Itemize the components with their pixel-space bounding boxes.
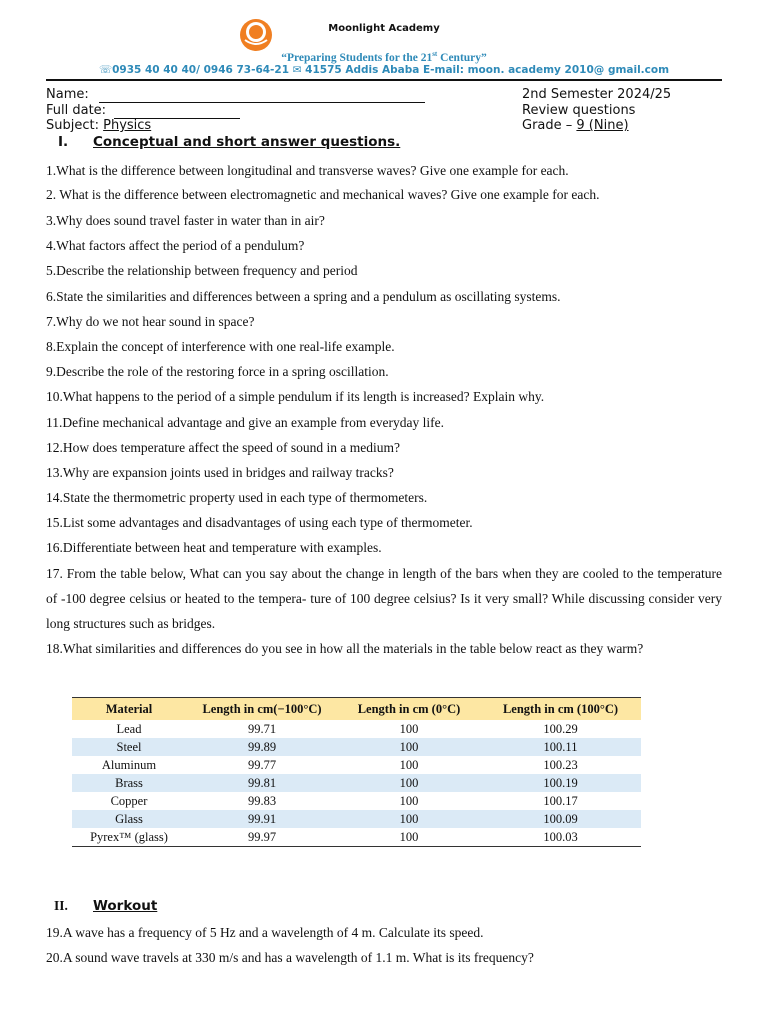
table-cell: Lead <box>116 721 142 736</box>
contact-line: ☏0935 40 40 40/ 0946 73-64-21 ✉ 41575 Addis Ababa E-mail: moon. academy 2010@ gmail.com <box>98 64 670 76</box>
table-cell: 100 <box>338 738 480 756</box>
fulldate-label: Full date: <box>46 103 107 118</box>
table-cell: 99.91 <box>186 810 338 828</box>
phone-icon: ☏ <box>98 64 113 76</box>
table-cell: 100.17 <box>543 793 578 808</box>
question-item: 5.Describe the relationship between frequency and period <box>46 263 358 278</box>
table-cell: 100.09 <box>480 810 641 828</box>
table-row <box>72 828 641 847</box>
workout-item: 20.A sound wave travels at 330 m/s and has a wavelength of 1.1 m. What is its frequency? <box>46 950 534 965</box>
table-header: Material <box>72 698 186 721</box>
name-blank[interactable] <box>99 89 425 103</box>
fulldate-blank[interactable] <box>114 105 240 119</box>
table-cell: 99.83 <box>247 793 277 808</box>
question-item: 6.State the similarities and differences between a spring and a pendulum as oscillating systems. <box>46 289 561 304</box>
table-header: Length in cm (100°C) <box>480 698 641 721</box>
semester-text: 2nd Semester 2024/25 <box>522 87 672 102</box>
subject-value: Physics <box>103 118 152 133</box>
table-cell: Glass <box>72 810 186 828</box>
grade-value: 9 (Nine) <box>576 118 629 133</box>
fulldate-field <box>46 103 240 119</box>
section1-title: Conceptual and short answer questions. <box>93 134 401 150</box>
name-label: Name: <box>46 87 89 102</box>
question-item: 12.How does temperature affect the speed of sound in a medium? <box>46 440 401 455</box>
question-item: 10.What happens to the period of a simple pendulum if its length is increased? Explain why. <box>46 389 545 404</box>
table-cell: Aluminum <box>101 757 157 772</box>
question-item: 18.What similarities and differences do you see in how all the materials in the table below react as they warm? <box>46 641 644 656</box>
question-item: 15.List some advantages and disadvantages of using each type of thermometer. <box>46 515 473 530</box>
question-item: 14.State the thermometric property used in each type of thermometers. <box>46 490 428 505</box>
header-divider <box>46 79 722 81</box>
question-item: 2. What is the difference between electromagnetic and mechanical waves? Give one example for each. <box>46 187 600 202</box>
table-cell: Pyrex™ (glass) <box>72 828 186 847</box>
table-row <box>72 756 641 774</box>
table-row <box>72 738 641 756</box>
grade-label: Grade – <box>522 118 577 133</box>
section2-number: II. <box>54 898 68 913</box>
question-item: 9.Describe the role of the restoring force in a spring oscillation. <box>46 364 389 379</box>
table-cell: 100 <box>399 721 419 736</box>
question-item: 4.What factors affect the period of a pendulum? <box>46 238 305 253</box>
table-cell: 100 <box>399 757 419 772</box>
table-cell: 100 <box>338 828 480 847</box>
table-cell: 99.89 <box>186 738 338 756</box>
table-cell: Steel <box>72 738 186 756</box>
table-cell: 99.81 <box>186 774 338 792</box>
question-item: 13.Why are expansion joints used in bridges and railway tracks? <box>46 465 394 480</box>
question-item: 7.Why do we not hear sound in space? <box>46 314 255 329</box>
question-item: 16.Differentiate between heat and temperature with examples. <box>46 540 382 555</box>
table-cell: 100.29 <box>543 721 578 736</box>
grade-field <box>522 118 629 134</box>
workout-item: 19.A wave has a frequency of 5 Hz and a wavelength of 4 m. Calculate its speed. <box>46 925 484 940</box>
table-cell: 100 <box>399 793 419 808</box>
table-row <box>72 810 641 828</box>
table-cell: Copper <box>110 793 148 808</box>
question-item: 8.Explain the concept of interference with one real-life example. <box>46 339 395 354</box>
table-cell: 100 <box>338 774 480 792</box>
section2-title: Workout <box>93 898 158 914</box>
table-cell: 99.97 <box>186 828 338 847</box>
table-cell: 100 <box>338 810 480 828</box>
school-motto: “Preparing Students for the 21st Century” <box>281 50 487 64</box>
table-cell: 100.19 <box>480 774 641 792</box>
table-header: Length in cm(−100°C) <box>186 698 338 721</box>
subject-field <box>46 118 151 134</box>
review-text: Review questions <box>522 103 636 118</box>
question-item: 11.Define mechanical advantage and give an example from everyday life. <box>46 415 444 430</box>
question-item: 17. From the table below, What can you say about the change in length of the bars when they are cooled to the temperature of -100 degree celsius or heated to the tempera- ture of 100 degree celsius? Is it very small? While discussing consider very long structures such as bridges. <box>46 566 722 631</box>
subject-label: Subject: <box>46 118 99 133</box>
mail-icon: ✉ <box>292 64 302 76</box>
question-item: 1.What is the difference between longitudinal and transverse waves? Give one example for each. <box>46 163 569 178</box>
question-item: 3.Why does sound travel faster in water than in air? <box>46 213 325 228</box>
table-cell: Brass <box>72 774 186 792</box>
table-cell: 100.03 <box>480 828 641 847</box>
table-cell: 100.11 <box>480 738 641 756</box>
section2-heading <box>54 898 157 914</box>
table-header: Length in cm (0°C) <box>338 698 480 721</box>
table-cell: 99.77 <box>247 757 277 772</box>
thermal-expansion-table <box>72 697 641 847</box>
academy-logo <box>238 16 274 52</box>
section1-heading <box>58 134 400 150</box>
table-row <box>72 720 641 738</box>
school-name: Moonlight Academy <box>328 23 440 34</box>
table-cell: 100.23 <box>543 757 578 772</box>
table-cell: 99.71 <box>247 721 277 736</box>
name-field <box>46 87 425 103</box>
section1-number: I. <box>58 134 69 150</box>
table-row <box>72 774 641 792</box>
table-row <box>72 792 641 810</box>
